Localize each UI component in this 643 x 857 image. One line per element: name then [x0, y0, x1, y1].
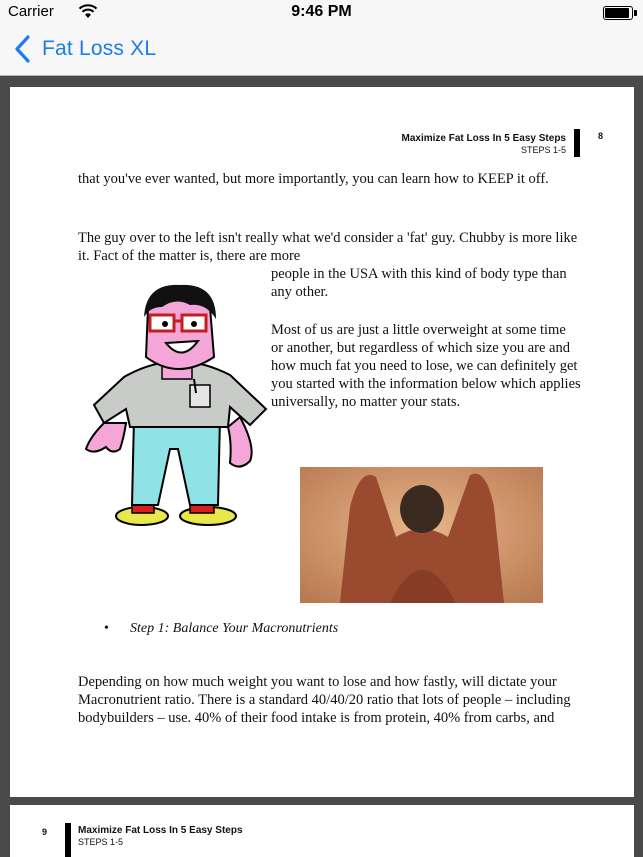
chevron-left-icon: [12, 34, 34, 64]
pdf-viewer[interactable]: [0, 77, 643, 857]
battery-icon: [603, 6, 637, 20]
pdf-page: [10, 87, 634, 797]
chubby-guy-illustration: [80, 277, 280, 537]
paragraph-2: The guy over to the left isn't really what we'd consider a 'fat' guy. Chubby is more like it. Fact of the matter is, there are more: [78, 230, 578, 264]
paragraph-3: people in the USA with this kind of body type than any other.: [271, 266, 567, 300]
carrier-label: Carrier: [8, 3, 54, 20]
status-bar: [0, 0, 643, 24]
next-page-number: 9: [42, 827, 48, 837]
back-button[interactable]: [12, 32, 156, 66]
page-number: 8: [598, 131, 604, 141]
paragraph-5: Depending on how much weight you want to lose and how fastly, will dictate your Macronutrient ratio. There is a standard 40/40/20 ratio that lots of people – including bodybuilders – use. 40% of their food intake is from protein, 40% from carbs, and: [78, 674, 571, 726]
pdf-page-next: [10, 805, 634, 857]
clock: 9:46 PM: [291, 3, 352, 20]
navigation-bar: [0, 24, 643, 76]
next-page-header-subtitle: STEPS 1-5: [78, 837, 124, 847]
bullet-marker: •: [104, 621, 109, 636]
page-header-subtitle: STEPS 1-5: [520, 145, 566, 155]
header-divider-bar: [574, 129, 580, 157]
back-button-label: Fat Loss XL: [42, 37, 157, 60]
next-header-divider-bar: [65, 823, 71, 857]
page-header-title: Maximize Fat Loss In 5 Easy Steps: [401, 133, 566, 144]
paragraph-1: that you've ever wanted, but more importantly, you can learn how to KEEP it off.: [78, 171, 549, 187]
muscular-back-photo: [300, 467, 543, 603]
step-1-heading: Step 1: Balance Your Macronutrients: [130, 621, 339, 636]
paragraph-4: Most of us are just a little overweight at some time or another, but regardless of which size you are and how much fat you need to lose, we can definitely get you started with the information below which applies universally, no matter your stats.: [271, 322, 581, 410]
next-page-header-title: Maximize Fat Loss In 5 Easy Steps: [78, 825, 243, 836]
